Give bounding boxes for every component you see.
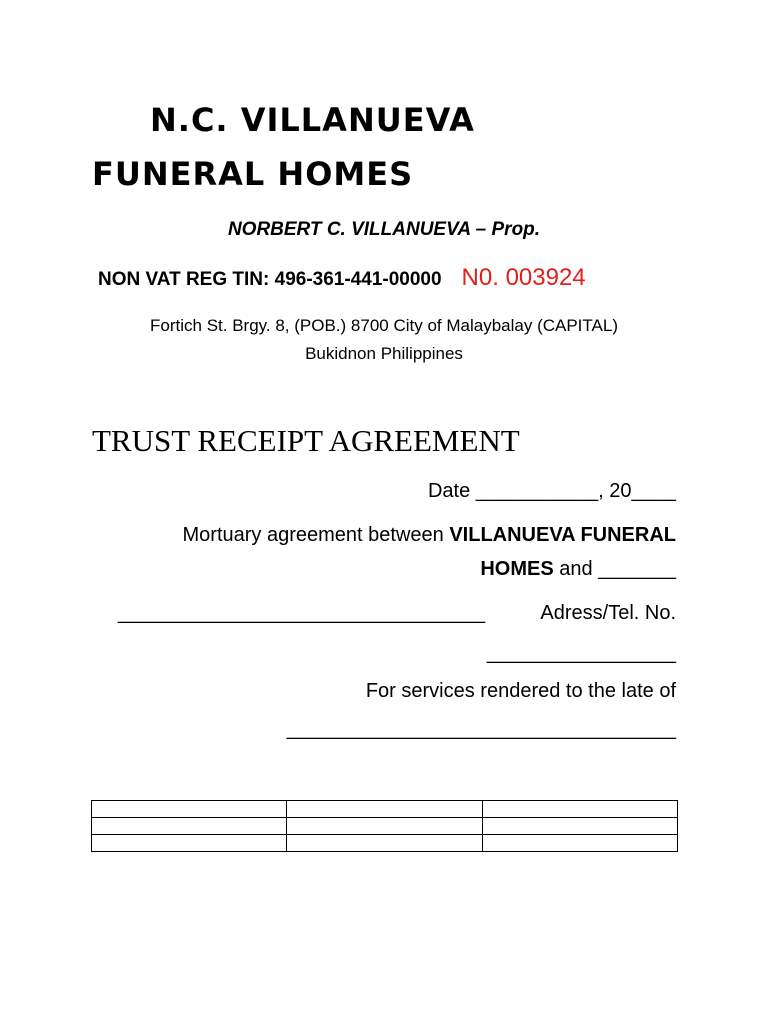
- receipt-number: N0. 003924: [461, 264, 586, 291]
- deceased-name-blank: ___________________________________: [286, 718, 676, 740]
- table-cell: [287, 835, 482, 852]
- table-cell: [482, 801, 677, 818]
- table-cell: [482, 835, 677, 852]
- agreement-company-part2: HOMES: [480, 558, 554, 580]
- agreement-prefix: Mortuary agreement between: [182, 524, 450, 546]
- table-cell: [92, 835, 287, 852]
- table-row: [92, 818, 678, 835]
- company-name-line2: FUNERAL HOMES: [92, 155, 414, 193]
- services-label: For services rendered to the late of: [365, 680, 676, 702]
- table-cell: [287, 818, 482, 835]
- agreement-line1: [183, 524, 676, 547]
- proprietor-line: NORBERT C. VILLANUEVA – Prop.: [227, 219, 541, 240]
- tin-number: NON VAT REG TIN: 496-361-441-00000: [98, 269, 442, 290]
- company-name-line1: N.C. VILLANUEVA: [150, 101, 475, 139]
- tin-row: [98, 264, 586, 292]
- services-table: [91, 800, 678, 852]
- address-label: Adress/Tel. No.: [540, 602, 676, 624]
- party-address-line: [118, 602, 676, 625]
- table-cell: [92, 801, 287, 818]
- agreement-suffix: and _______: [553, 558, 676, 580]
- table-row: [92, 801, 678, 818]
- date-line: Date ___________, 20____: [427, 480, 676, 502]
- table-cell: [287, 801, 482, 818]
- address-line1: Fortich St. Brgy. 8, (POB.) 8700 City of Malaybalay (CAPITAL): [150, 316, 618, 335]
- table-cell: [92, 818, 287, 835]
- party-name-blank: _________________________________: [118, 602, 486, 624]
- agreement-company-part1: VILLANUEVA FUNERAL: [449, 524, 676, 546]
- agreement-line2: [480, 558, 676, 581]
- table-cell: [482, 818, 677, 835]
- address-line2: Bukidnon Philippines: [305, 344, 463, 363]
- document-title: TRUST RECEIPT AGREEMENT: [92, 423, 520, 458]
- table-row: [92, 835, 678, 852]
- address-blank: _________________: [486, 642, 676, 664]
